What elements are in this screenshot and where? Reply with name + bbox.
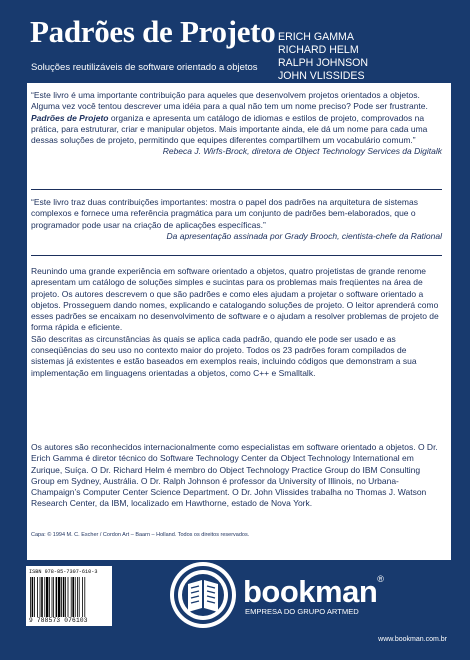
barcode-bars xyxy=(30,577,108,617)
author-name: RICHARD HELM xyxy=(278,44,359,56)
quote-text: organiza e apresenta um catálogo de idiomas e estilos de projeto, comprovados na prática, para estruturar, criar e manipular objetos. Mais importante ainda, ele dá um nome para cada uma dessas soluções de projeto, permitindo que equipes diferentes compartilhem um vocabulário comum.” xyxy=(31,112,428,146)
barcode-bar xyxy=(65,577,66,617)
publisher-tagline: EMPRESA DO GRUPO ARTMED xyxy=(245,607,359,616)
author-name: ERICH GAMMA xyxy=(278,31,354,43)
barcode-bar xyxy=(41,577,43,617)
barcode-bar xyxy=(71,577,72,617)
endorsement-quote xyxy=(31,90,442,158)
barcode-bar xyxy=(63,577,65,617)
barcode-bar xyxy=(61,577,62,617)
barcode-bar xyxy=(46,577,48,617)
barcode-bar xyxy=(82,577,83,617)
barcode-bar xyxy=(68,577,69,617)
quote-text: “Este livro traz duas contribuições importantes: mostra o papel dos padrões na arquitetura de sistemas complexos e fornece uma referência pragmática para um conjunto de padrões bem-elaborados, que o programador pode usar na criação de aplicações específicas.” xyxy=(31,197,418,230)
divider-line xyxy=(31,255,442,256)
barcode-bar xyxy=(58,577,60,617)
barcode-bar xyxy=(44,577,45,617)
description-paragraph: Reunindo uma grande experiência em software orientado a objetos, quatro projetistas de grande renome apresentam um catálogo de soluções simples e sucintas para os problemas mais freqüentes na área de projeto. Os autores descrevem o que são padrões e como eles ajudam a projetar o software orientado a objetos. Prosseguem dando nomes, explicando e catalogando soluções de projeto. O leitor aprenderá como esses padrões se encaixam no desenvolvimento de software e o ajudam a resolver problemas de projeto de forma rápida e eficiente. xyxy=(31,266,439,333)
barcode-bar xyxy=(77,577,78,617)
author-name: RALPH JOHNSON xyxy=(278,57,369,69)
barcode-bar xyxy=(34,577,35,617)
author-name: JOHN VLISSIDES xyxy=(278,70,365,82)
quote-emphasis: Padrões de Projeto xyxy=(31,112,109,123)
isbn-label: ISBN 978-85-7307-610-3 xyxy=(29,569,98,575)
isbn-barcode xyxy=(26,566,112,626)
description-text xyxy=(31,266,442,379)
author-list xyxy=(278,31,458,83)
quote-attribution: Rebeca J. Wirfs-Brock, diretora de Object Technology Services da Digitalk xyxy=(162,146,442,157)
barcode-bar xyxy=(75,577,76,617)
cover-art-credit: Capa: © 1994 M. C. Escher / Cordon Art – Baarn – Holland. Todos os direitos reservados. xyxy=(31,532,250,538)
publisher-url: www.bookman.com.br xyxy=(378,636,447,643)
barcode-bar xyxy=(56,577,58,617)
quote-text: “Este livro é uma importante contribuição para aqueles que desenvolvem projetos orientados a objetos. Alguma vez você tentou descrever uma idéia para a qual não tem um nome preciso? Pode ser frustrante. xyxy=(31,90,428,112)
barcode-bar xyxy=(32,577,34,617)
bookman-logo-icon xyxy=(168,560,238,630)
quote-attribution: Da apresentação assinada por Grady Brooch, cientista-chefe da Rational xyxy=(166,230,442,241)
publisher-name xyxy=(243,574,423,610)
registered-mark: ® xyxy=(377,574,384,584)
barcode-bar xyxy=(84,577,85,617)
publisher-name-text: bookman xyxy=(243,574,378,609)
barcode-bar xyxy=(79,577,80,617)
barcode-bar xyxy=(40,577,41,617)
barcode-bar xyxy=(49,577,50,617)
barcode-digits: 9 788573 076103 xyxy=(29,617,88,624)
barcode-bar xyxy=(37,577,38,617)
authors-bio-paragraph: Os autores são reconhecidos internacionalmente como especialistas em software orientado a objetos. O Dr. Erich Gamma é diretor técnico do Software Technology Center da Object Technology International em Zurique, Suíça. O Dr. Richard Helm é membro do Object Technology Practice Group do IBM Consulting Group em Sydney, Austrália. O Dr. Ralph Johnson é professor da University of Illinois, no Urbana-Champaign’s Computer Center Science Department. O Dr. John Vlissides trabalha no Thomas J. Watson Research Center, da IBM, localizado em Hawthorne, estado de Nova York. xyxy=(31,442,438,509)
book-title: Padrões de Projeto xyxy=(30,14,276,49)
barcode-bar xyxy=(72,577,74,617)
barcode-bar xyxy=(52,577,53,617)
divider-line xyxy=(31,189,442,190)
description-paragraph: São descritas as circunstâncias às quais se aplica cada padrão, quando ele pode ser usado e as conseqüências do seu uso no contexto maior do projeto. Todos os 23 padrões foram compilados de sistemas já existentes e estão baseados em exemplos reais, incluindo códigos que demonstram a sua implementação em linguagens orientadas a objetos, como C++ e Smalltalk. xyxy=(31,333,417,378)
barcode-bar xyxy=(53,577,54,617)
endorsement-quote xyxy=(31,197,442,242)
barcode-bar xyxy=(30,577,31,617)
book-subtitle: Soluções reutilizáveis de software orientado a objetos xyxy=(31,62,258,73)
